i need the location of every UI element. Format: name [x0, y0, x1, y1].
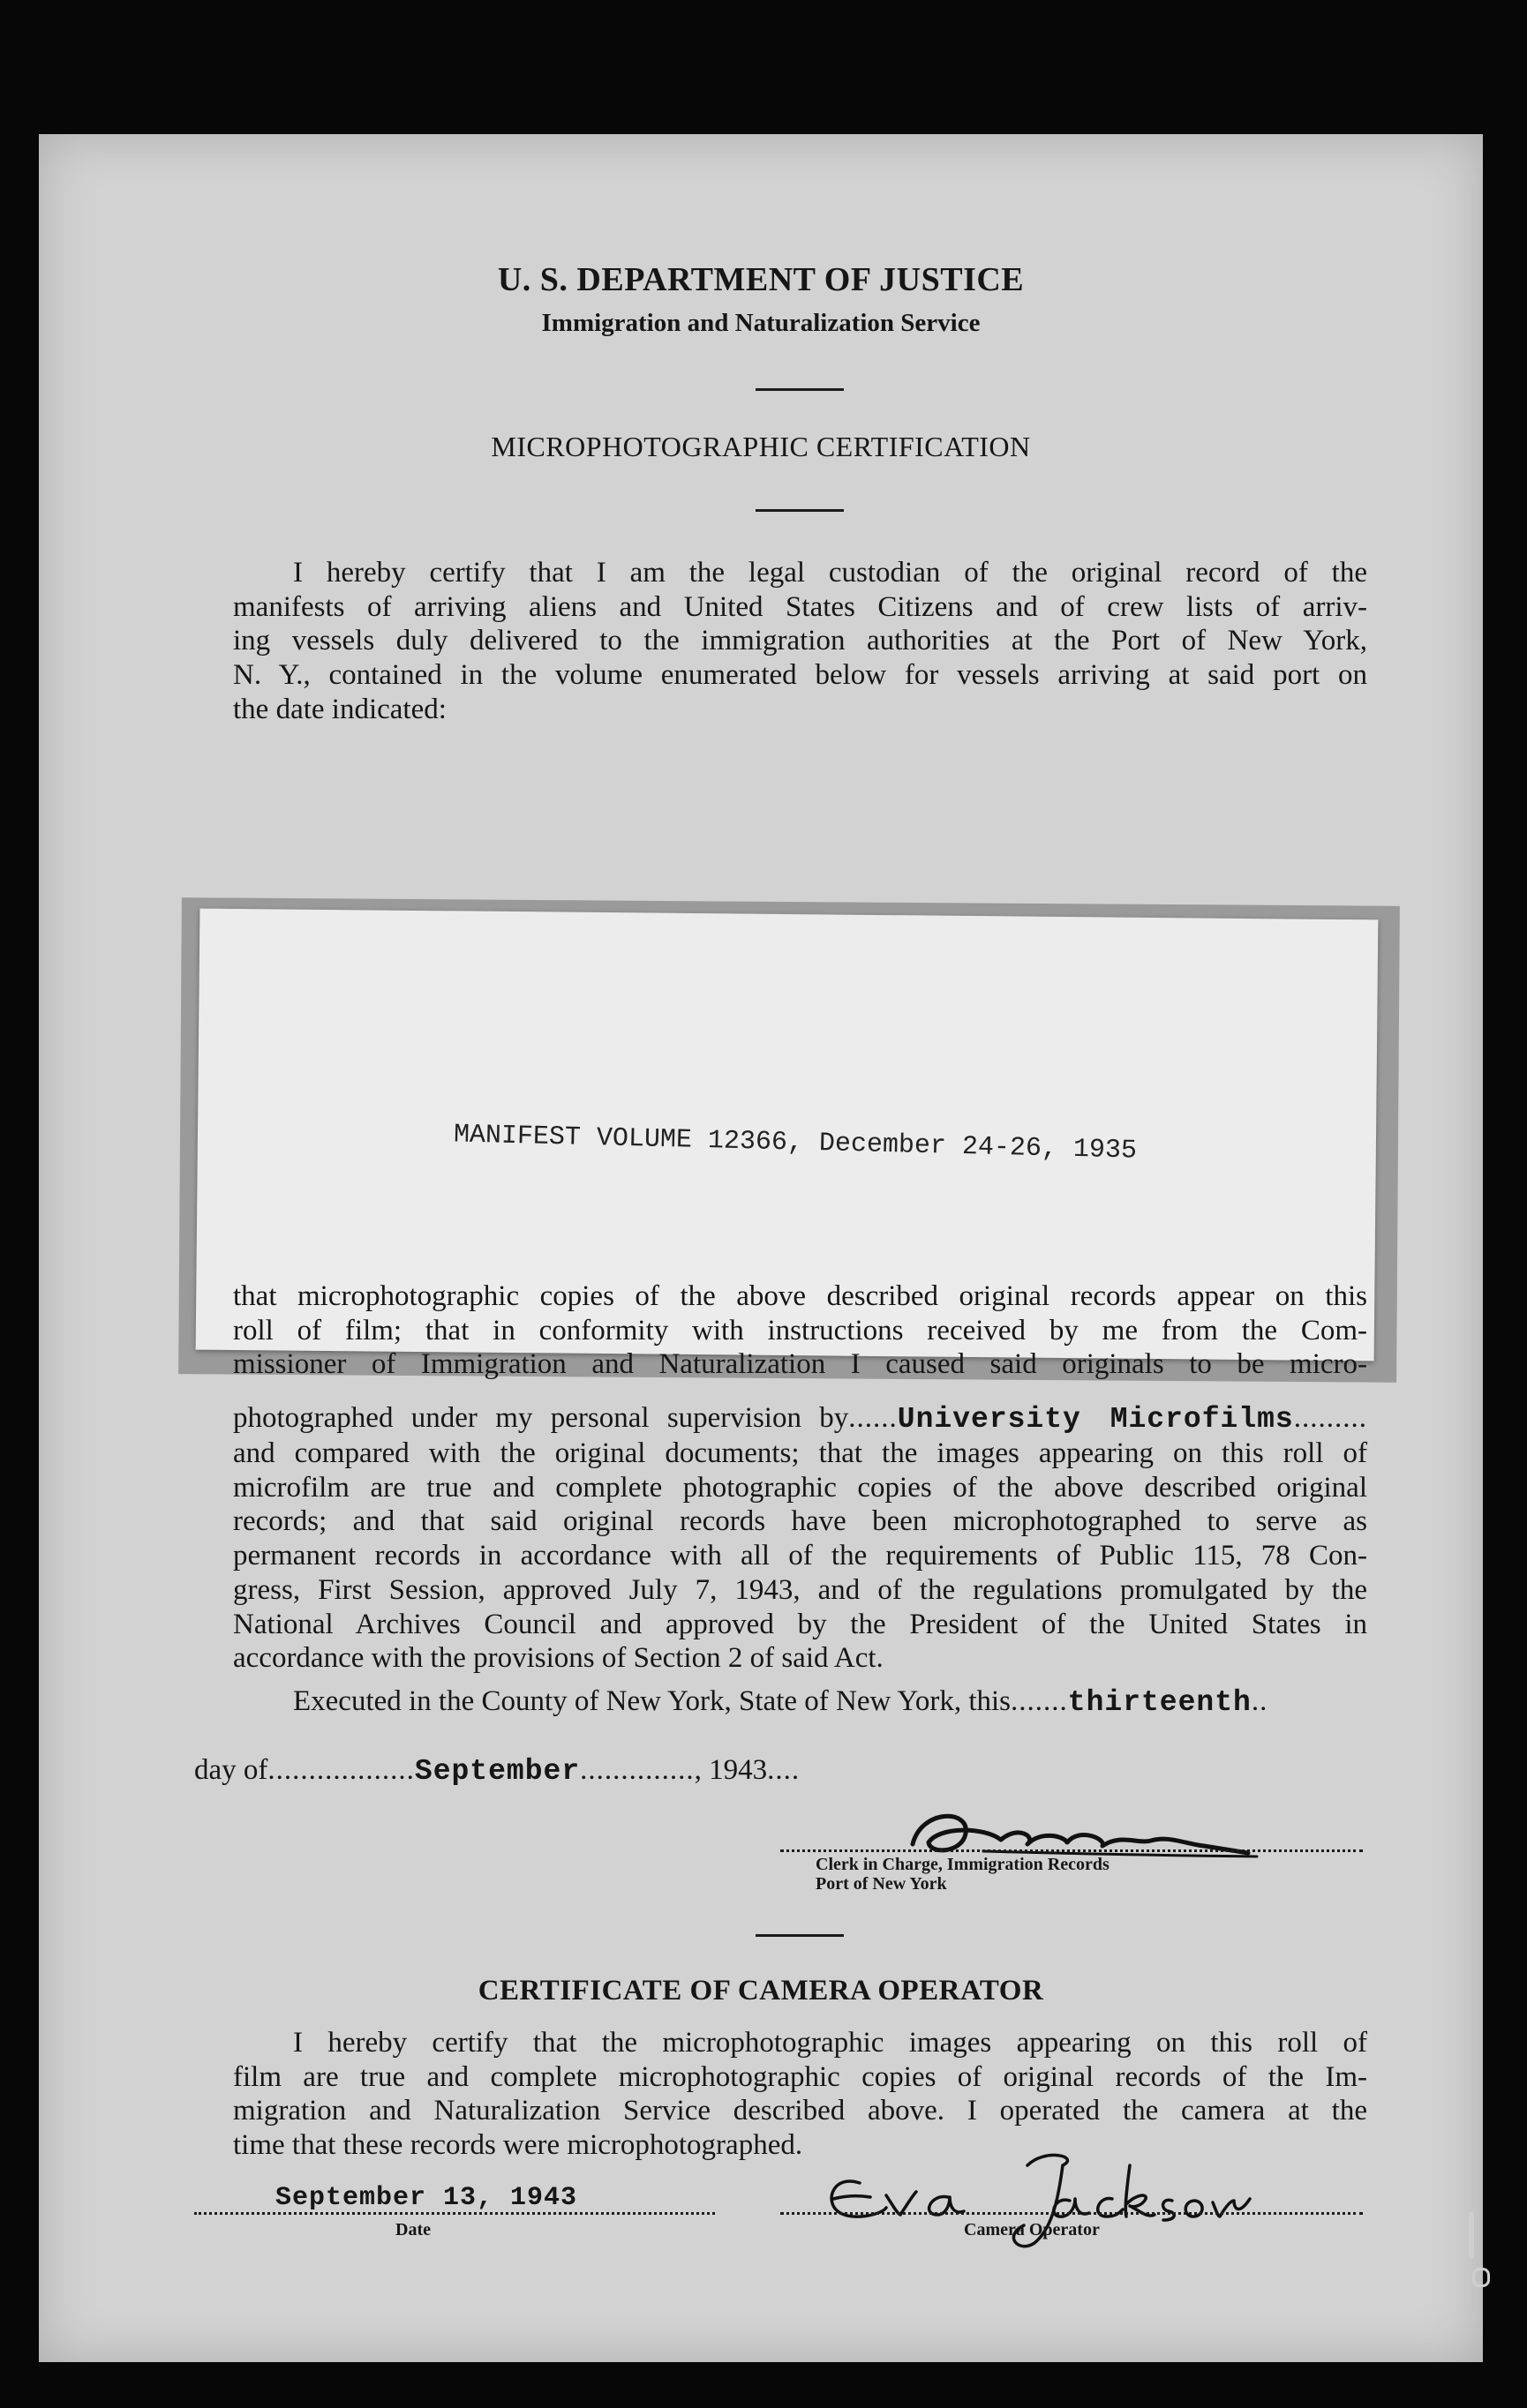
body-line: and compared with the original documents; that the images appearing on this roll of: [233, 1437, 1367, 1469]
body-line: permanent records in accordance with all of the requirements of Public 115, 78 Con-: [233, 1540, 1367, 1572]
body-line: microfilm are true and complete photographic copies of the above described original: [233, 1471, 1367, 1504]
clerk-signature-line: [780, 1849, 1363, 1852]
intro-line: the date indicated:: [233, 693, 447, 725]
body-line: roll of film; that in conformity with instructions received by me from the Com-: [233, 1314, 1367, 1347]
date-line: [194, 2212, 715, 2215]
clerk-title-line: Clerk in Charge, Immigration Records: [816, 1855, 1110, 1874]
execution-month: September: [414, 1755, 581, 1788]
body-line: missioner of Immigration and Naturalization I caused said originals to be micro-: [233, 1348, 1367, 1381]
clerk-title-line: Port of New York: [816, 1874, 947, 1894]
leader-dots: .........: [1293, 1402, 1367, 1434]
date-label: Date: [395, 2220, 431, 2239]
divider-rule: [756, 388, 844, 391]
intro-line: N. Y., contained in the volume enumerated below for vessels arriving at said port on: [233, 659, 1367, 692]
body-paragraph: [233, 1279, 1367, 1382]
certificate-page: [39, 134, 1483, 2362]
operator-signature-line: [780, 2212, 1363, 2215]
intro-line: ing vessels duly delivered to the immigration authorities at the Port of New York,: [233, 625, 1367, 657]
film-edge-mark: [1469, 2211, 1474, 2259]
camera-line: I hereby certify that the microphotographic images appearing on this roll of: [293, 2027, 1367, 2059]
body-line: accordance with the provisions of Section 2 of said Act.: [233, 1642, 884, 1675]
department-heading: U. S. DEPARTMENT OF JUSTICE: [497, 261, 1025, 298]
supervision-line: [233, 1401, 1367, 1437]
divider-rule: [756, 1934, 844, 1937]
supervision-prefix: photographed under my personal supervision by: [233, 1402, 849, 1434]
execution-year: , 1943: [694, 1754, 768, 1786]
camera-line: migration and Naturalization Service described above. I operated the camera at the: [233, 2095, 1367, 2127]
leader-dots: ..: [1251, 1685, 1268, 1717]
body-line: gress, First Session, approved July 7, 1943, and of the regulations promulgated by the: [233, 1573, 1367, 1606]
film-edge-mark: [1472, 2268, 1490, 2287]
day-of-label: day of: [194, 1754, 268, 1786]
operator-label: Camera Operator: [964, 2220, 1100, 2239]
leader-dots: .......: [1011, 1685, 1068, 1717]
camera-line: time that these records were microphotographed.: [233, 2129, 803, 2162]
divider-rule: [756, 509, 844, 512]
intro-paragraph: [233, 556, 1367, 727]
body-line: that microphotographic copies of the above described original records appear on this: [233, 1280, 1367, 1312]
body-line: National Archives Council and approved by the President of the United States in: [233, 1608, 1367, 1640]
execution-day: thirteenth: [1067, 1686, 1252, 1719]
leader-dots: ......: [848, 1402, 898, 1434]
body-line: records; and that said original records have been microphotographed to serve as: [233, 1505, 1367, 1538]
certification-title: MICROPHOTOGRAPHIC CERTIFICATION: [491, 431, 1031, 462]
camera-date-value: September 13, 1943: [275, 2183, 578, 2213]
camera-line: film are true and complete microphotographic copies of original records of the Im-: [233, 2060, 1367, 2093]
intro-line: I hereby certify that I am the legal custodian of the original record of the: [293, 557, 1367, 589]
leader-dots: ..............: [580, 1754, 695, 1786]
manifest-volume-label: MANIFEST VOLUME 12366, December 24-26, 1935: [453, 1120, 1138, 1166]
body-paragraph-continued: [233, 1437, 1367, 1676]
clerk-title: [816, 1855, 1110, 1894]
day-of-line: [194, 1754, 800, 1788]
camera-operator-heading: CERTIFICATE OF CAMERA OPERATOR: [478, 1975, 1044, 2007]
leader-dots: ....: [767, 1754, 801, 1786]
intro-line: manifests of arriving aliens and United States Citizens and of crew lists of arriv-: [233, 590, 1367, 623]
executed-line: [293, 1685, 1267, 1719]
camera-operator-signature: [798, 2130, 1257, 2262]
service-subheading: Immigration and Naturalization Service: [541, 309, 981, 337]
executed-prefix: Executed in the County of New York, State of New York, this: [293, 1685, 1012, 1717]
filmer-name: University Microfilms: [897, 1403, 1294, 1436]
leader-dots: ..................: [267, 1754, 415, 1786]
